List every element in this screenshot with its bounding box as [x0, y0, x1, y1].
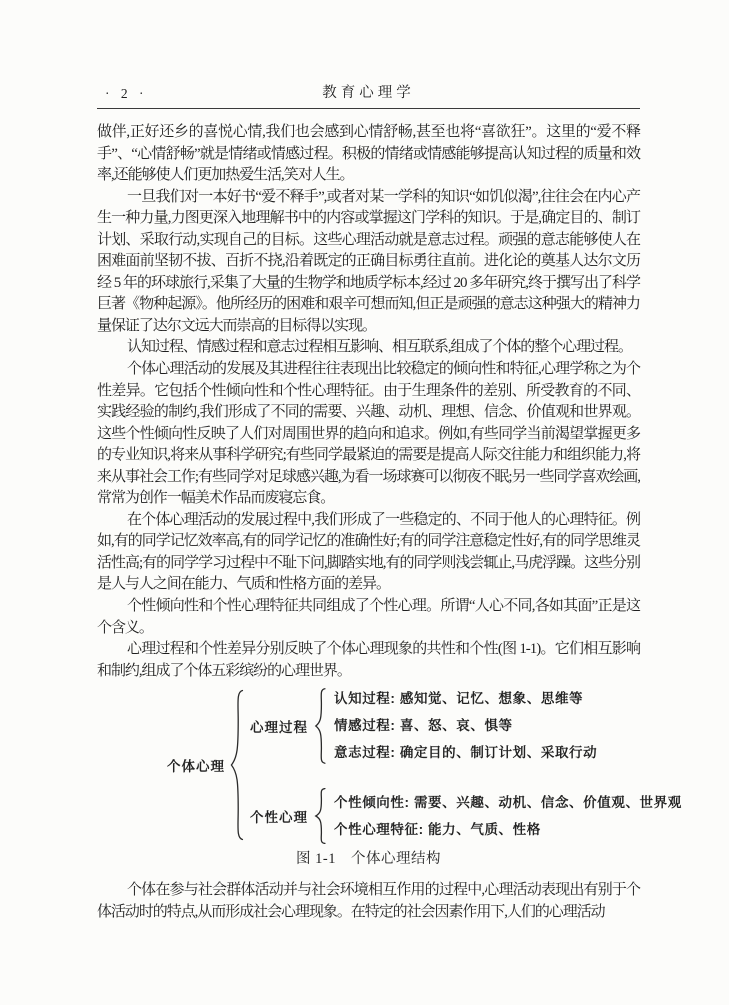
- figure-tree: [167, 685, 682, 844]
- paragraph-mental-process-summary: 认知过程、情感过程和意志过程相互影响、相互联系,组成了个体的整个心理过程。: [127, 339, 632, 356]
- paragraph-personality-tendency: 个体心理活动的发展及其进程往往表现出比较稳定的倾向性和特征,心理学称之为个性差异。它包括个性倾向性和个性心理特征。由于生理条件的差别、所受教育的不同、实践经验的制约,我们形成了不同的需要、兴趣、动机、理想、信念、价值观和世界观。这些个性倾向性反映了人们对周围世界的趋向和追求。例如,有些同学当前渴望掌握更多的专业知识,将来从事科学研究;有些同学最紧迫的需要是提高人际交往能力和组织能力,将来从事社会工作;有些同学对足球感兴趣,为看一场球赛可以彻夜不眠;另一些同学喜欢绘画,常常为创作一幅美术作品而废寝忘食。: [97, 361, 640, 507]
- leaf-emotional-process: 情感过程: 喜、怒、哀、惧等: [334, 718, 513, 734]
- curly-brace-icon: [313, 788, 327, 844]
- paragraph-social-psychology: 个体在参与社会群体活动并与社会环境相互作用的过程中,心理活动表现出有别于个体活动时的特点,从而形成社会心理现象。在特定的社会因素作用下,人们的心理活动: [97, 882, 640, 920]
- branch-label: 个性心理: [250, 810, 308, 826]
- paragraph-personality-traits: 在个体心理活动的发展过程中,我们形成了一些稳定的、不同于他人的心理特征。例如,有的同学记忆效率高,有的同学记忆的准确性好;有的同学注意稳定性好,有的同学思维灵活性高;有的同学学习过程中不耻下问,脚踏实地,有的同学则浅尝辄止,马虎浮躁。这些分别是人与人之间在能力、气质和性格方面的差异。: [97, 511, 640, 593]
- book-title: 教育心理学: [322, 85, 415, 101]
- curly-brace-icon: [313, 688, 327, 764]
- branch-leaves: [334, 789, 682, 843]
- page-number: · 2 ·: [105, 86, 148, 101]
- figure-branches: [250, 685, 682, 844]
- closing-text: [97, 880, 640, 923]
- curly-brace-icon: [228, 689, 245, 841]
- figure-caption: 图 1-1 个体心理结构: [296, 851, 441, 868]
- leaf-cognitive-process: 认知过程: 感知觉、记忆、想象、思维等: [334, 691, 584, 707]
- header-rule: [97, 108, 640, 109]
- leaf-will-process: 意志过程: 确定目的、制订计划、采取行动: [334, 745, 598, 761]
- running-header: [97, 86, 640, 101]
- figure-root-label: 个体心理: [167, 758, 225, 774]
- figure-1-1: [97, 685, 682, 868]
- branch-leaves: [334, 685, 597, 766]
- paragraph-will-process: 一旦我们对一本好书“爱不释手”,或者对某一学科的知识“如饥似渴”,往往会在内心产生一种力量,力图更深入地理解书中的内容或掌握这门学科的知识。于是,确定目的、制订计划、采取行动,实现自己的目标。这些心理活动就是意志过程。顽强的意志能够使人在困难面前坚韧不拔、百折不挠,沿着既定的正确目标勇往直前。进化论的奠基人达尔文历经 5 年的环球旅行,采集了大量的生物学和地质学标本,经过 20 多年研究,终于撰写出了科学巨著《物种起源》。他所经历的困难和艰辛可想而知,但正是顽强的意志这种强大的精神力量保证了达尔文远大而崇高的目标得以实现。: [97, 188, 640, 334]
- body-text: [97, 122, 640, 682]
- paragraph-personality-psychology: 个性倾向性和个性心理特征共同组成了个性心理。所谓“人心不同,各如其面”正是这个含义。: [97, 598, 640, 636]
- branch-mental-process: [250, 685, 682, 766]
- leaf-personality-traits: 个性心理特征: 能力、气质、性格: [334, 822, 541, 838]
- paragraph-emotion-process: 做伴,正好还乡的喜悦心情,我们也会感到心情舒畅,甚至也将“喜欲狂”。这里的“爱不释手”、“心情舒畅”就是情绪或情感过程。积极的情绪或情感能够提高认知过程的质量和效率,还能够使人们更加热爱生活,笑对人生。: [97, 124, 640, 184]
- branch-label: 心理过程: [250, 719, 308, 735]
- paragraph-figure-intro: 心理过程和个性差异分别反映了个体心理现象的共性和个性(图 1-1)。它们相互影响和制约,组成了个体五彩缤纷的心理世界。: [97, 641, 640, 679]
- branch-personality-psychology: [250, 788, 682, 844]
- leaf-personality-tendency: 个性倾向性: 需要、兴趣、动机、信念、价值观、世界观: [334, 795, 682, 811]
